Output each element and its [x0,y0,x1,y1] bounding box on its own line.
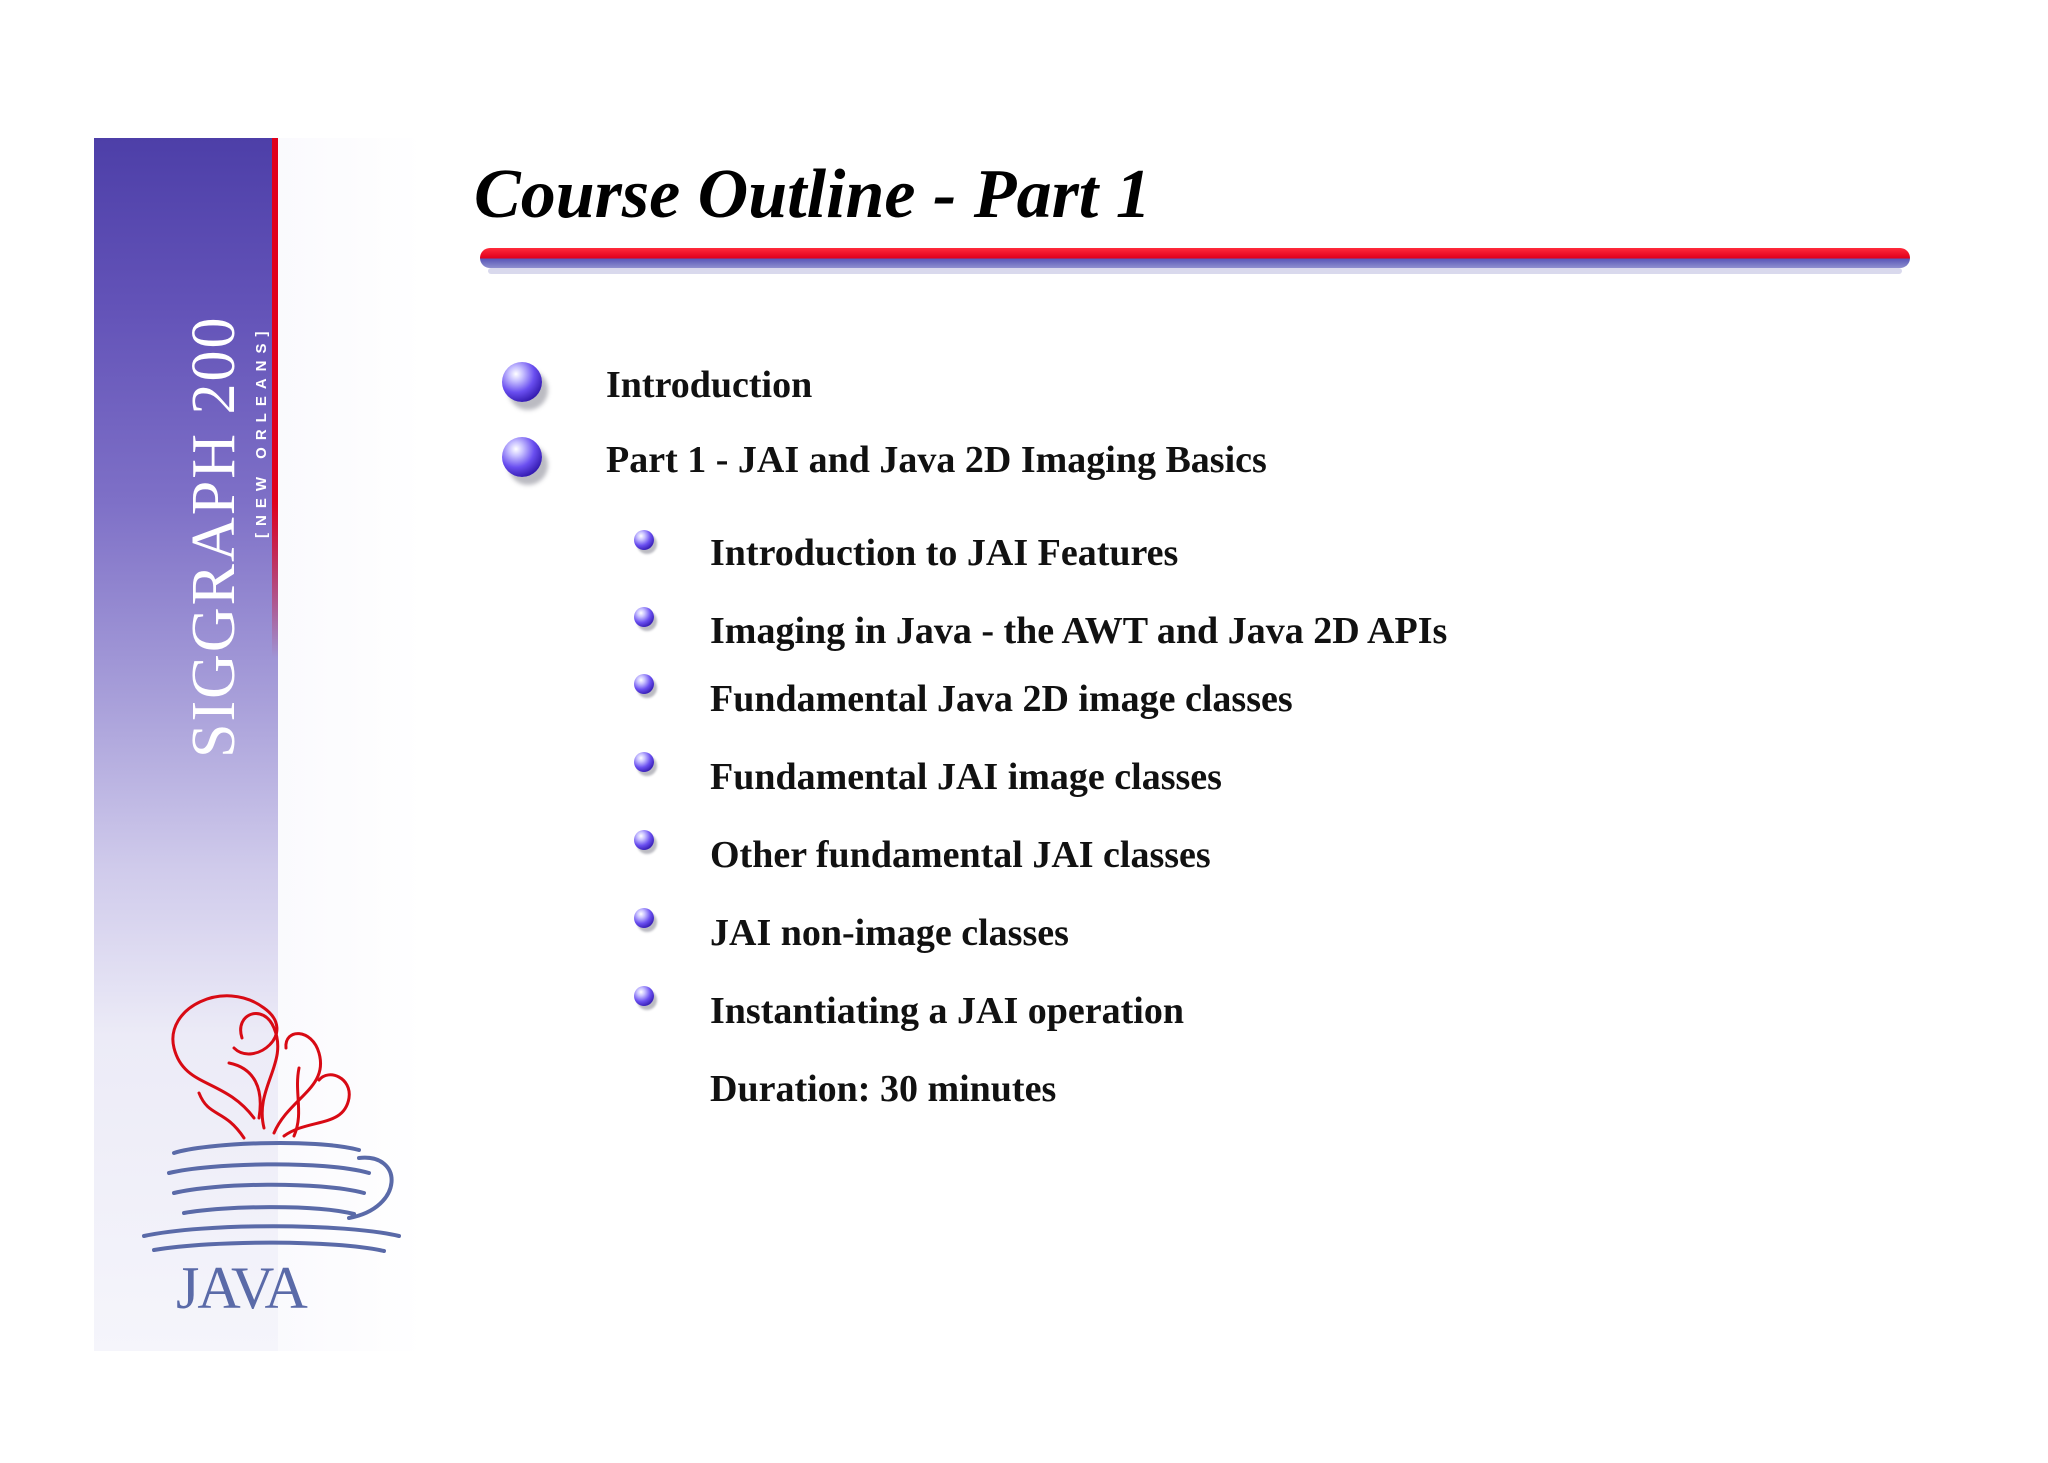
siggraph-2000-logo [136,138,296,768]
list-item: Part 1 - JAI and Java 2D Imaging Basics [606,439,1267,481]
java-logo-text: JAVA [176,1255,306,1321]
list-item: JAI non-image classes [710,912,1069,954]
small-sphere-bullet-icon [634,674,654,694]
small-sphere-bullet-icon [634,830,654,850]
list-item: Imaging in Java - the AWT and Java 2D APIs [710,610,1448,652]
siggraph-location-text: [NEW ORLEANS] [253,324,270,538]
crescent-mark-icon [240,146,254,174]
small-sphere-bullet-icon [634,607,654,627]
small-sphere-bullet-icon [634,986,654,1006]
sphere-bullet-icon [502,362,542,402]
java-coffee-cup-logo [114,968,414,1328]
small-sphere-bullet-icon [634,530,654,550]
slide-title: Course Outline - Part 1 [474,156,1151,233]
small-sphere-bullet-icon [634,752,654,772]
list-item: Introduction [606,364,813,406]
list-item: Fundamental JAI image classes [710,756,1222,798]
list-item: Instantiating a JAI operation [710,990,1184,1032]
list-item: Fundamental Java 2D image classes [710,678,1293,720]
list-item: Introduction to JAI Features [710,532,1179,574]
title-divider-bar [478,246,1912,276]
small-sphere-bullet-icon [634,908,654,928]
sphere-bullet-icon [502,437,542,477]
duration-note: Duration: 30 minutes [710,1068,1057,1110]
siggraph-wordmark-text: SIGGRAPH 200 [180,315,248,758]
sidebar-decoration [94,138,424,1351]
list-item: Other fundamental JAI classes [710,834,1211,876]
